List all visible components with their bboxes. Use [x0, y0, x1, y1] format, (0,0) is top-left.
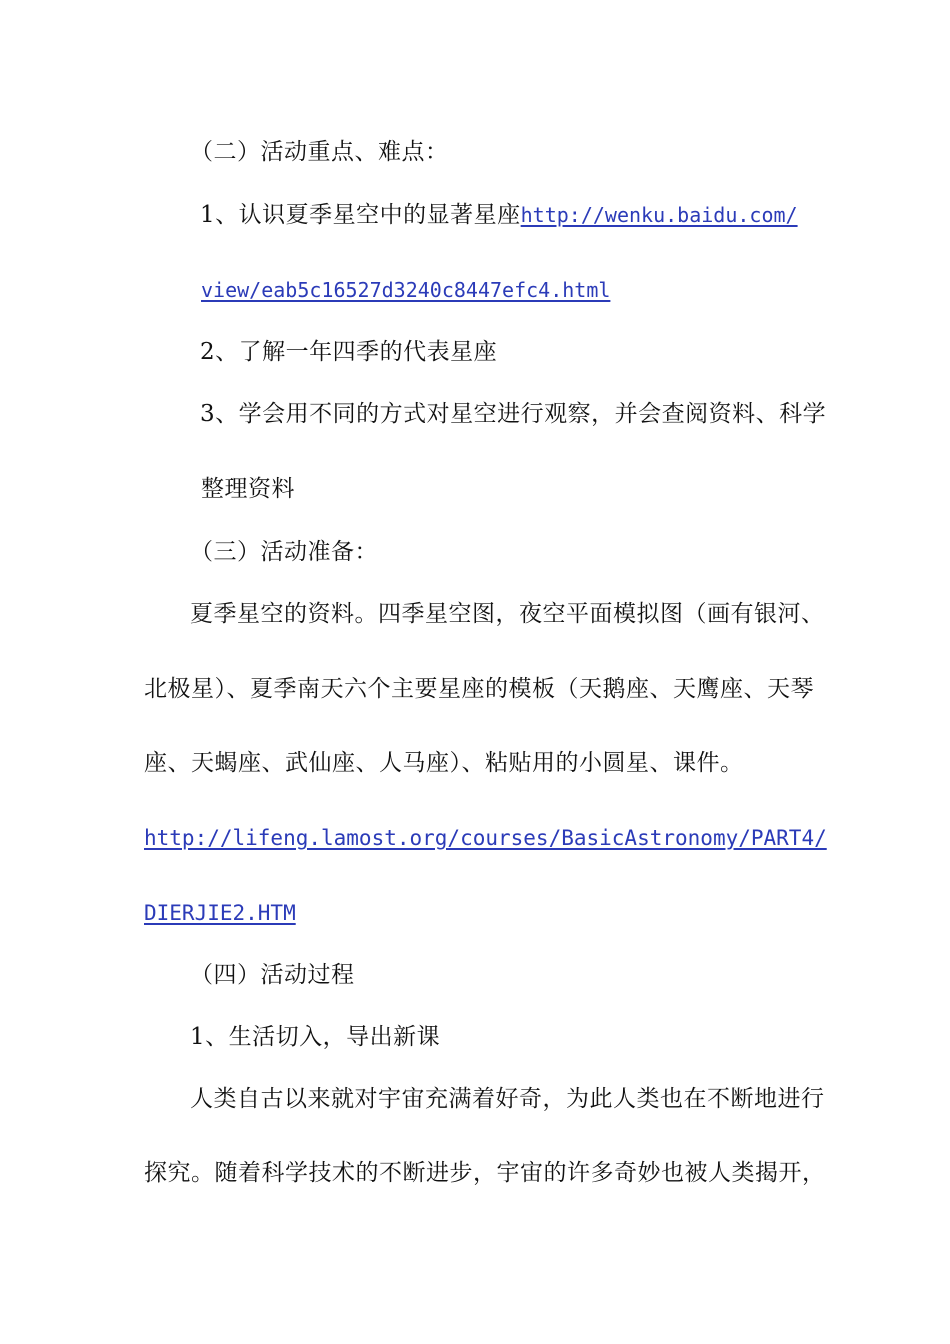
point-1-text: 1、认识夏季星空中的显著星座	[200, 202, 521, 228]
point-3-line-1: 3、学会用不同的方式对星空进行观察，并会查阅资料、科学	[200, 401, 827, 427]
preparation-line-3: 座、天蝎座、武仙座、人马座）、粘贴用的小圆星、课件。	[144, 750, 744, 776]
point-2: 2、了解一年四季的代表星座	[200, 339, 498, 365]
section-heading-process: （四）活动过程	[190, 962, 355, 988]
point-1	[200, 200, 798, 230]
point-3-line-2: 整理资料	[201, 476, 295, 502]
lamost-link-part1[interactable]: http://lifeng.lamost.org/courses/BasicAstronomy/PART4/	[144, 826, 827, 850]
preparation-line-1: 夏季星空的资料。四季星空图，夜空平面模拟图（画有银河、	[190, 601, 825, 627]
preparation-link-line-1	[144, 823, 827, 853]
preparation-link-line-2	[144, 898, 296, 928]
preparation-line-2: 北极星）、夏季南天六个主要星座的模板（天鹅座、天鹰座、天琴	[144, 676, 814, 702]
paragraph-line-2: 探究。随着科学技术的不断进步，宇宙的许多奇妙也被人类揭开，	[144, 1160, 826, 1186]
lamost-link-part2[interactable]: DIERJIE2.HTM	[144, 901, 296, 925]
step-1-heading: 1、生活切入，导出新课	[190, 1024, 441, 1050]
paragraph-line-1: 人类自古以来就对宇宙充满着好奇，为此人类也在不断地进行	[190, 1086, 825, 1112]
section-heading-preparation: （三）活动准备：	[190, 539, 378, 565]
wenku-link-part1[interactable]: http://wenku.baidu.com/	[520, 203, 798, 227]
point-1-link-continued	[201, 275, 610, 305]
section-heading-key-points: （二）活动重点、难点：	[190, 139, 449, 165]
wenku-link-part2[interactable]: view/eab5c16527d3240c8447efc4.html	[201, 278, 611, 302]
